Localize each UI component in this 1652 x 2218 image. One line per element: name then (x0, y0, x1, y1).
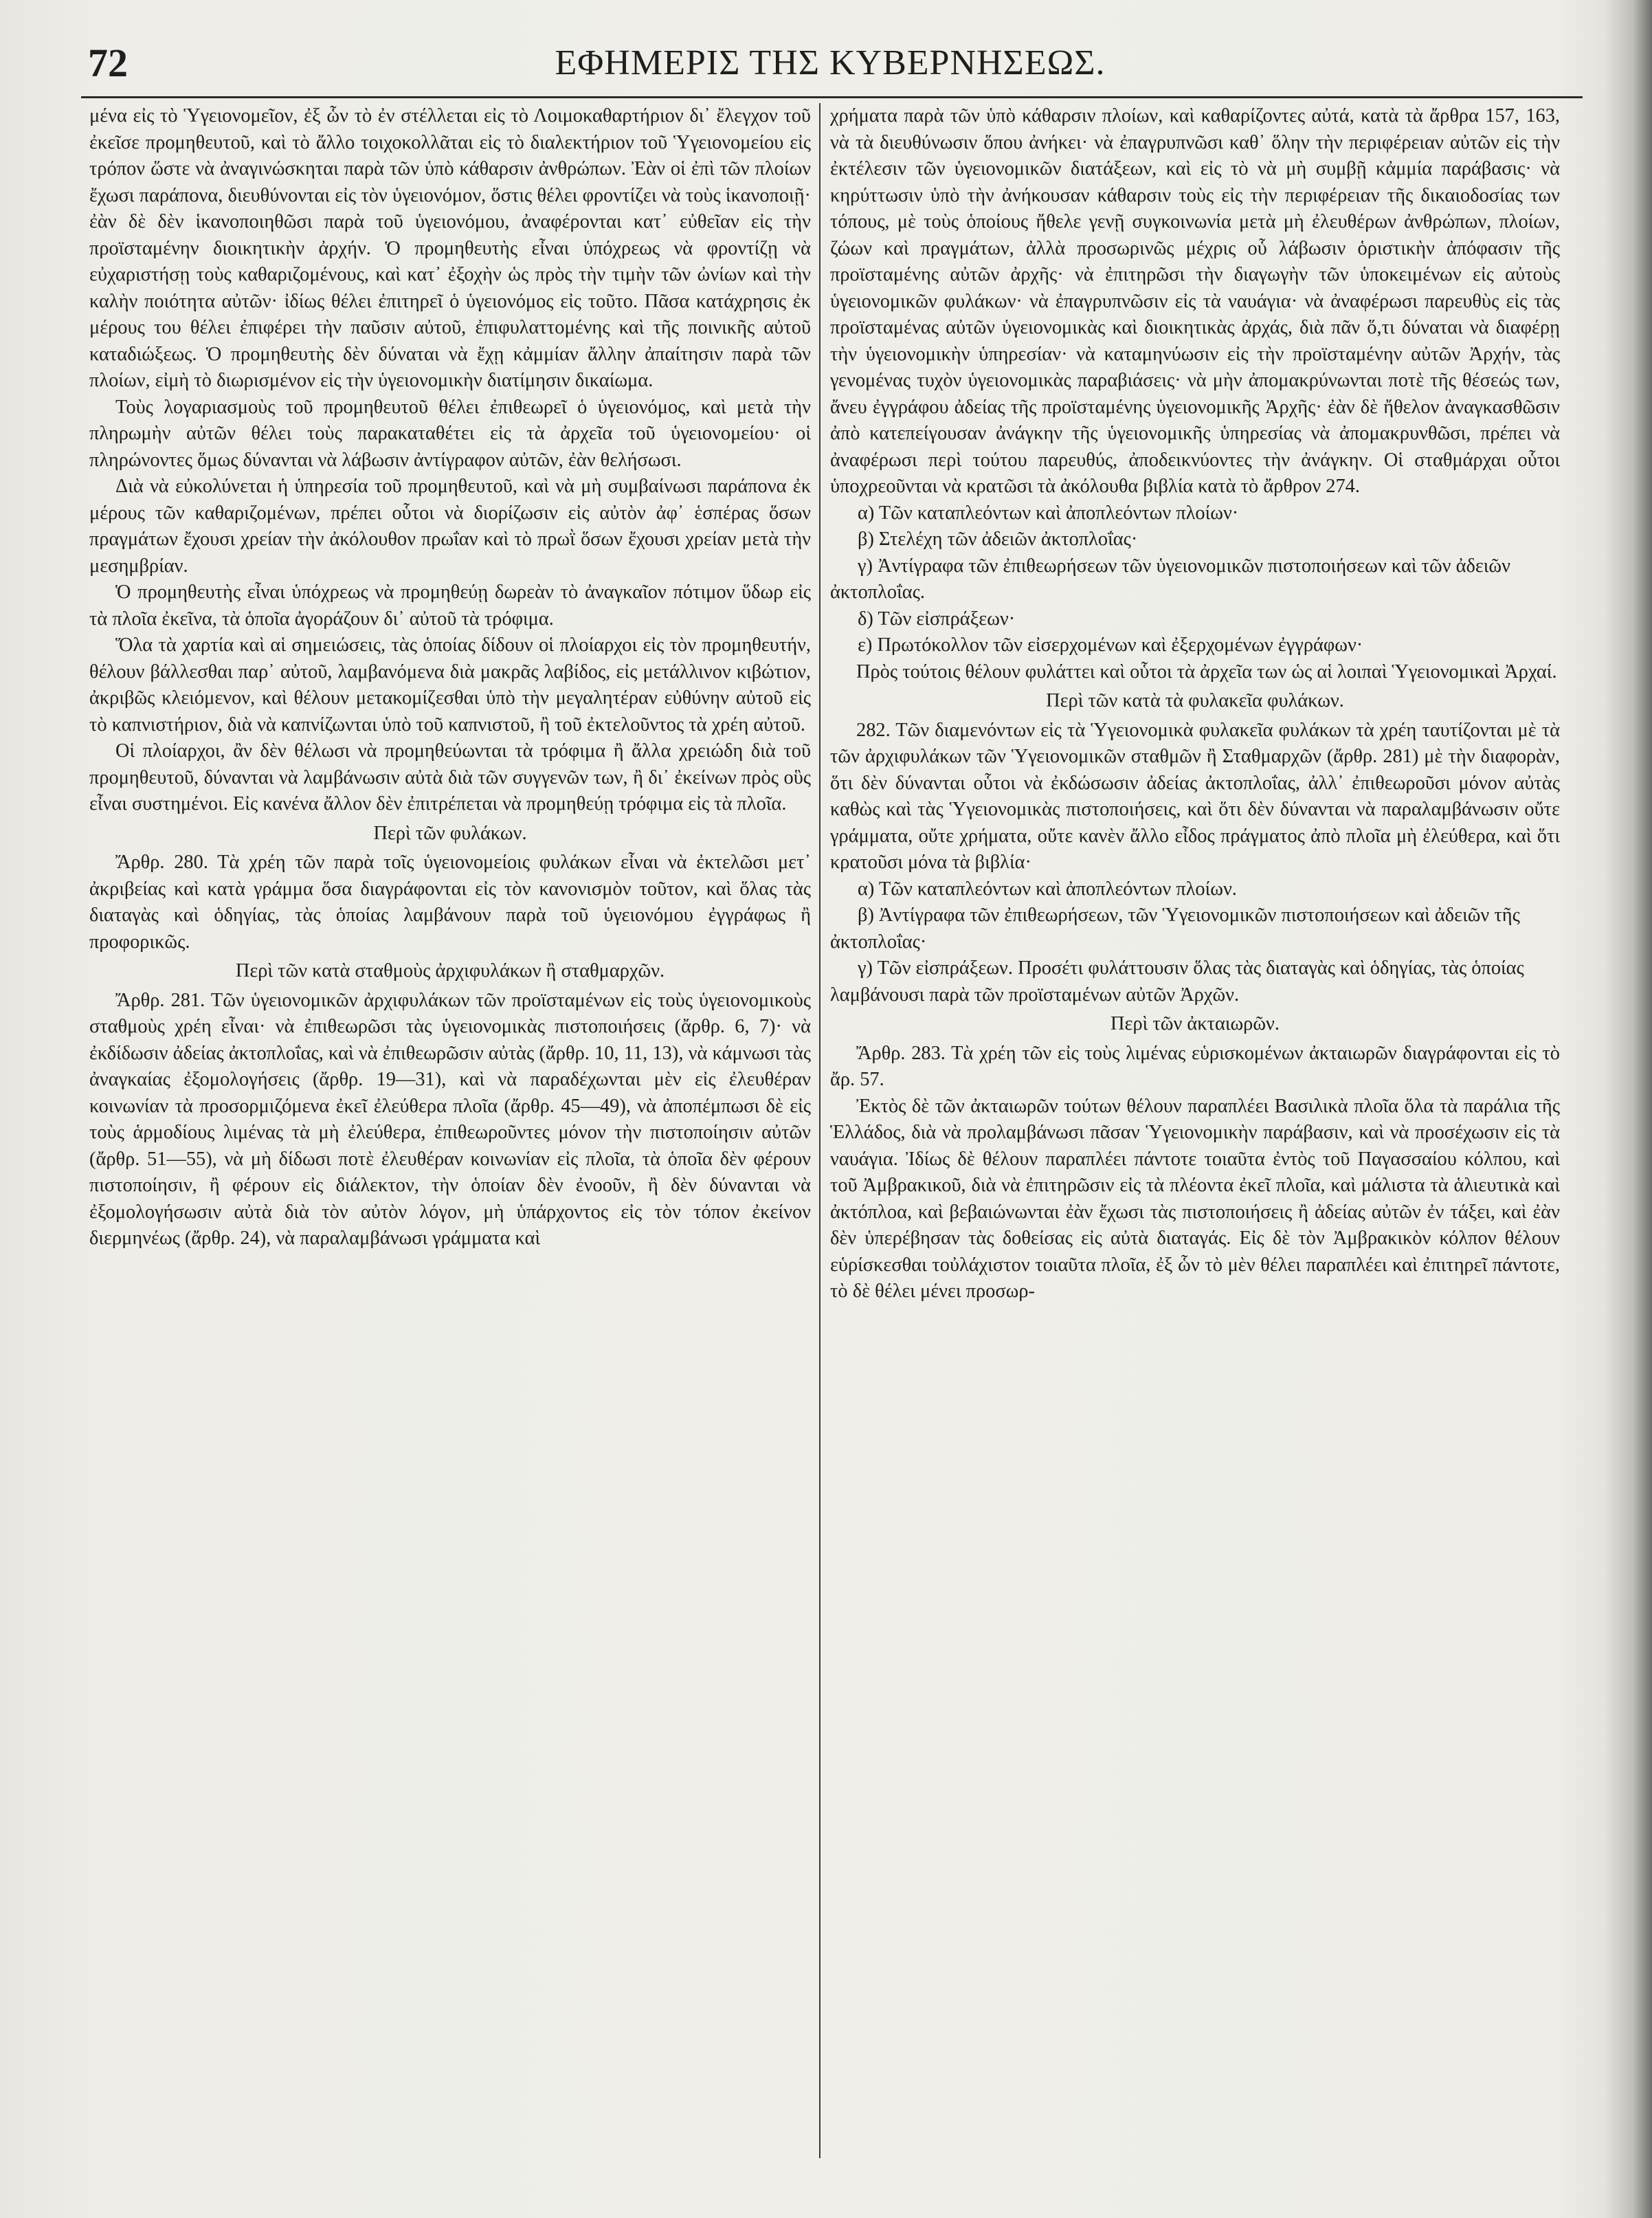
page-number: 72 (88, 41, 128, 85)
left-column (89, 103, 811, 1252)
paragraph: Ὁ προμηθευτὴς εἶναι ὑπόχρεως νὰ προμηθεύῃ δωρεὰν τὸ ἀναγκαῖον πότιμον ὕδωρ εἰς τὰ πλοῖα ἐκεῖνα, τὰ ὁποῖα ἀγοράζουν δι᾽ αὐτοῦ τὰ τρόφιμα. (89, 581, 811, 630)
section-heading: Περὶ τῶν ἀκταιωρῶν. (1110, 1013, 1280, 1034)
paragraph: Ὅλα τὰ χαρτία καὶ αἱ σημειώσεις, τὰς ὁποίας δίδουν οἱ πλοίαρχοι εἰς τὸν προμηθευτήν, θέλουν βάλλεσθαι παρ᾽ αὐτοῦ, λαμβανόμενα διὰ μακρᾶς λαβίδος, εἰς μετάλλινον κιβώτιον, ἀκριβῶς κλειόμενον, καὶ θέλουν μετακομίζεσθαι ὑπὸ τὴν μεγαλητέραν εὐθύνην αὐτοῦ εἰς τὸ καπνιστήριον, διὰ νὰ καπνίζωνται ὑπὸ τοῦ καπνιστοῦ, ἢ τοῦ ἐκτελοῦντος τὰ χρέη αὐτοῦ. (89, 634, 811, 735)
paragraph: Ἐκτὸς δὲ τῶν ἀκταιωρῶν τούτων θέλουν παραπλέει Βασιλικὰ πλοῖα ὅλα τὰ παράλια τῆς Ἑλλάδος, διὰ νὰ προλαμβάνωσι πᾶσαν Ὑγειονομικὴν παράβασιν, καὶ νὰ προσέχωσιν εἰς τὰ ναυάγια. Ἰδίως δὲ θέλουν παραπλέει πάντοτε τοιαῦτα ἐντὸς τοῦ Παγασσαίου κόλπου, καὶ τοῦ Ἀμβρακικοῦ, διὰ νὰ ἐπιτηρῶσιν εἰς τὰ πλέοντα ἐκεῖ πλοῖα, καὶ μάλιστα τὰ ἁλιευτικὰ καὶ ἀκτόπλοα, καὶ βεβαιώνωνται ἐὰν ἔχωσι τὰς πιστοποιήσεις ἢ ἀδείας αὐτῶν ἐν τάξει, καὶ ἐὰν δὲν ὑπερέβησαν τὰς δοθείσας εἰς αὐτὰ διαταγάς. Εἰς δὲ τὸν Ἀμβρακικὸν κόλπον θέλουν εὑρίσκεσθαι τοὐλάχιστον τοιαῦτα πλοῖα, ἐξ ὧν τὸ μὲν θέλει παραπλέει καὶ ἐπιτηρεῖ πάντοτε, τὸ δὲ θέλει μένει προσωρ- (830, 1095, 1560, 1302)
article-paragraph: Ἄρθρ. 280. Τὰ χρέη τῶν παρὰ τοῖς ὑγειονομείοις φυλάκων εἶναι νὰ ἐκτελῶσι μετ᾽ ἀκριβείας καὶ κατὰ γράμμα ὅσα διαγράφονται εἰς τὸν κανονισμὸν τοῦτον, καὶ ὅλας τὰς διαταγὰς καὶ ὁδηγίας, τὰς ὁποίας λαμβάνουν παρὰ τοῦ ὑγειονόμου ἐγγράφως ἢ προφορικῶς. (89, 852, 811, 953)
header-rule (81, 96, 1583, 98)
list-item: α) Τῶν καταπλεόντων καὶ ἀποπλεόντων πλοίων· (858, 502, 1239, 524)
paragraph: μένα εἰς τὸ Ὑγειονομεῖον, ἐξ ὧν τὸ ἐν στέλλεται εἰς τὸ Λοιμοκαθαρτήριον δι᾽ ἔλεγχον τοῦ ἐκεῖσε προμηθευτοῦ, καὶ τὸ ἄλλο τοιχοκολλᾶται εἰς τὸ διαλεκτήριον τοῦ Ὑγειονομείου εἰς τρόπον ὥστε νὰ ἀναγινώσκηται παρὰ τῶν ὑπὸ κάθαρσιν ἀνθρώπων. Ἐὰν οἱ ἐπὶ τῶν πλοίων ἔχωσι παράπονα, διευθύνονται εἰς τὸν ὑγειονόμον, ὅστις θέλει φροντίζει νὰ τοὺς ἱκανοποιῇ· ἐὰν δὲ δὲν ἱκανοποιηθῶσι παρὰ τοῦ ὑγειονόμου, ἀναφέρονται κατ᾽ εὐθεῖαν εἰς τὴν προϊσταμένην διοικητικὴν ἀρχήν. Ὁ προμηθευτὴς εἶναι ὑπόχρεως νὰ φροντίζῃ νὰ εὐχαριστήσῃ τοὺς καθαριζομένους, καὶ κατ᾽ ἐξοχὴν ὡς πρὸς τὴν τιμὴν τῶν ὠνίων καὶ τὴν καλὴν ποιότητα αὐτῶν· ἰδίως θέλει ἐπιτηρεῖ ὁ ὑγειονόμος εἰς τοῦτο. Πᾶσα κατάχρησις ἐκ μέρους του θέλει ἐπιφέρει τὴν παῦσιν αὐτοῦ, ἐπιφυλαττομένης καὶ τῆς ποινικῆς αὐτοῦ καταδιώξεως. Ὁ προμηθευτὴς δὲν δύναται νὰ ἔχῃ κἀμμίαν ἄλλην ἀπαίτησιν παρὰ τῶν πλοίων, εἰμὴ τὸ διωρισμένον εἰς τὴν ὑγειονομικὴν διατίμησιν δικαίωμα. (89, 105, 811, 391)
article-paragraph: Ἄρθρ. 283. Τὰ χρέη τῶν εἰς τοὺς λιμένας εὑρισκομένων ἀκταιωρῶν διαγράφονται εἰς τὸ ἄρ. 57. (830, 1042, 1560, 1090)
column-rule (819, 103, 821, 2158)
list-item: δ) Τῶν εἰσπράξεων· (858, 608, 1016, 630)
article-paragraph: Ἄρθρ. 281. Τῶν ὑγειονομικῶν ἀρχιφυλάκων τῶν προϊσταμένων εἰς τοὺς ὑγειονομικοὺς σταθμοὺς χρέη εἶναι· νὰ ἐπιθεωρῶσι τὰς ὑγειονομικὰς πιστοποιήσεις (ἄρθρ. 6, 7)· νὰ ἐκδίδωσιν ἀδείας ἀκτοπλοΐας, καὶ νὰ ἐπιθεωρῶσιν αὐτὰς (ἄρθρ. 10, 11, 13), νὰ κάμνωσι τὰς ἀναγκαίας ἐξομολογήσεις (ἄρθρ. 19—31), καὶ νὰ παραδέχωνται μὲν εἰς ἐλευθέραν κοινωνίαν τὰ προσορμιζόμενα ἐκεῖ ἐλεύθερα πλοῖα (ἄρθρ. 45—49), νὰ ἀποπέμπωσι δὲ εἰς τοὺς ἁρμοδίους λιμένας τὰ μὴ ἐλεύθερα, ἐπιθεωροῦντες μόνον τὴν πιστοποίησιν αὐτῶν (ἄρθρ. 51—55), νὰ μὴ δίδωσι ποτὲ ἐλευθέραν κοινωνίαν εἰς πλοῖα, τὰ ὁποῖα δὲν φέρουν πιστοποίησιν, ἢ φέρουν εἰς διάλεκτον, τὴν ὁποίαν δὲν ἐνοοῦν, ἢ δὲν δύνανται νὰ ἐξομολογήσωσιν αὐτὰ διὰ τὸν αὐτὸν λόγον, μὴ ὑπάρχοντος εἰς τὸν τόπον ἐκείνον διερμηνέως (ἄρθρ. 24), νὰ παραλαμβάνωσι γράμματα καὶ (89, 989, 811, 1249)
section-heading: Περὶ τῶν φυλάκων. (373, 822, 527, 844)
list-item: γ) Τῶν εἰσπράξεων. Προσέτι φυλάττουσιν ὅλας τὰς διαταγὰς καὶ ὁδηγίας, τὰς ὁποίας λαμβάνουσι παρὰ τῶν προϊσταμένων αὐτῶν Ἀρχῶν. (830, 957, 1524, 1006)
right-column (830, 103, 1560, 1305)
list-item: α) Τῶν καταπλεόντων καὶ ἀποπλεόντων πλοίων. (858, 878, 1237, 900)
paragraph: Οἱ πλοίαρχοι, ἂν δὲν θέλωσι νὰ προμηθεύωνται τὰ τρόφιμα ἢ ἄλλα χρειώδη διὰ τοῦ προμηθευτοῦ, δύνανται νὰ λαμβάνωσιν αὐτὰ διὰ τῶν συγγενῶν των, ἢ δι᾽ ἐκείνων πρὸς οὓς εἶναι συστημένοι. Εἰς κανένα ἄλλον δὲν ἐπιτρέπεται νὰ προμηθεύῃ τρόφιμα εἰς τὰ πλοῖα. (89, 740, 811, 814)
list-item: β) Στελέχη τῶν ἀδειῶν ἀκτοπλοΐας· (858, 529, 1138, 550)
list-item: γ) Ἀντίγραφα τῶν ἐπιθεωρήσεων τῶν ὑγειονομικῶν πιστοποιήσεων καὶ τῶν ἀδειῶν ἀκτοπλοΐας. (830, 555, 1510, 603)
list-item: ε) Πρωτόκολλον τῶν εἰσερχομένων καὶ ἐξερχομένων ἐγγράφων· (858, 634, 1363, 656)
page-binding-shadow (1604, 0, 1652, 2218)
article-paragraph: 282. Τῶν διαμενόντων εἰς τὰ Ὑγειονομικὰ φυλακεῖα φυλάκων τὰ χρέη ταυτίζονται μὲ τὰ τῶν ἀρχιφυλάκων τῶν Ὑγειονομικῶν σταθμῶν ἢ Σταθμαρχῶν (ἄρθρ. 281) μὲ τὴν διαφορὰν, ὅτι δὲν δύνανται οὗτοι νὰ ἐκδώσωσιν ἀδείας ἀκτοπλοΐας, ἀλλ᾽ ἐπιθεωροῦσι μόνον αὐτὰς καθὼς καὶ τὰς Ὑγειονομικὰς πιστοποιήσεις, καὶ ὅτι δὲν δύνανται νὰ παραλαμβάνωσιν οὔτε γράμματα, οὔτε χρήματα, οὔτε κανὲν ἄλλο εἶδος πράγματος ἀπὸ πλοῖα μὴ ἐλεύθερα, καὶ ὅτι κρατοῦσι μόνα τὰ βιβλία· (830, 719, 1560, 873)
section-heading: Περὶ τῶν κατὰ σταθμοὺς ἀρχιφυλάκων ἢ σταθμαρχῶν. (235, 960, 665, 982)
section-heading: Περὶ τῶν κατὰ τὰ φυλακεῖα φυλάκων. (1046, 690, 1344, 711)
list-item: β) Ἀντίγραφα τῶν ἐπιθεωρήσεων, τῶν Ὑγειονομικῶν πιστοποιήσεων καὶ ἀδειῶν τῆς ἀκτοπλοΐας· (830, 905, 1520, 953)
paragraph: Διὰ νὰ εὐκολύνεται ἡ ὑπηρεσία τοῦ προμηθευτοῦ, καὶ νὰ μὴ συμβαίνωσι παράπονα ἐκ μέρους τῶν καθαριζομένων, πρέπει οὗτοι νὰ διορίζωσιν εἰς αὐτὸν ἀφ᾽ ἑσπέρας ὅσων πραγμάτων ἔχουσι χρείαν τὴν ἀκόλουθον πρωΐαν καὶ τὸ πρωῒ ὅσων ἔχουσι χρείαν μετὰ τὴν μεσημβρίαν. (89, 476, 811, 577)
paragraph: χρήματα παρὰ τῶν ὑπὸ κάθαρσιν πλοίων, καὶ καθαρίζοντες αὐτά, κατὰ τὰ ἄρθρα 157, 163, νὰ τὰ διευθύνωσιν ὅπου ἀνήκει· νὰ ἐπαγρυπνῶσι καθ᾽ ὅλην τὴν περιφέρειαν αὐτῶν εἰς τὴν ἐκτέλεσιν τῶν ὑγειονομικῶν διατάξεων, καὶ εἰς τὸ νὰ μὴ συμβῇ κἀμμία παράβασις· νὰ κηρύττωσιν ὑπὸ τὴν ἀνήκουσαν κάθαρσιν τοὺς εἰς τὴν περιφέρειαν τῆς δικαιοδοσίας των τόπους, μὲ τοὺς ὁποίους ἤθελε γενῇ συγκοινωνία μετὰ μὴ ἐλευθέρων ἀνθρώπων, πλοίων, ζώων καὶ πραγμάτων, ἀλλὰ προσωρινῶς μέχρις οὗ λάβωσιν ὁριστικὴν ἀπόφασιν τῆς προϊσταμένης αὐτῶν ἀρχῆς· νὰ ἐπιτηρῶσι τὴν διαγωγὴν τῶν ὑποκειμένων εἰς αὐτοὺς ὑγειονομικῶν φυλάκων· νὰ ἐπαγρυπνῶσιν εἰς τὰ ναυάγια· νὰ ἀναφέρωσι παρευθὺς εἰς τὰς προϊσταμένας αὐτῶν ὑγειονομικὰς καὶ διοικητικὰς ἀρχάς, διὰ πᾶν ὅ,τι δύναται νὰ διαφέρῃ τὴν ὑγειονομικὴν ὑπηρεσίαν· νὰ καταμηνύωσιν εἰς τὴν προϊσταμένην αὐτῶν Ἀρχήν, τὰς γενομένας τυχὸν ὑγειονομικὰς παραβιάσεις· νὰ μὴν ἀπομακρύνωνται ποτὲ τῆς θέσεώς των, ἄνευ ἐγγράφου ἀδείας τῆς προϊσταμένης ὑγειονομικῆς Ἀρχῆς· ἐὰν δὲ ἤθελον ἀναγκασθῶσιν ἀπὸ κατεπείγουσαν ἀνάγκην τῆς ὑγειονομικῆς ὑπηρεσίας νὰ ἀπομακρυνθῶσι, πρέπει νὰ ἀναφέρωσι περὶ τούτου παρευθύς, ἀποδεικνύοντες τὴν ἀνάγκην. Οἱ σταθμάρχαι οὗτοι ὑποχρεοῦνται νὰ κρατῶσι τὰ ἀκόλουθα βιβλία κατὰ τὸ ἄρθρον 274. (830, 105, 1560, 497)
page-header (88, 40, 1572, 88)
paragraph: Πρὸς τούτοις θέλουν φυλάττει καὶ οὗτοι τὰ ἀρχεῖα των ὡς αἱ λοιπαὶ Ὑγειονομικαὶ Ἀρχαί. (856, 661, 1557, 683)
running-head-title: ΕΦΗΜΕΡΙΣ ΤΗΣ ΚΥΒΕΡΝΗΣΕΩΣ. (555, 43, 1106, 82)
paragraph: Τοὺς λογαριασμοὺς τοῦ προμηθευτοῦ θέλει ἐπιθεωρεῖ ὁ ὑγειονόμος, καὶ μετὰ τὴν πληρωμὴν αὐτῶν θέλει τοὺς παρακαταθέτει εἰς τὰ ἀρχεῖα τοῦ ὑγειονομείου· οἱ πληρώνοντες ὅμως δύνανται νὰ λάβωσιν ἀντίγραφον αὐτῶν, ἐὰν θελήσωσι. (89, 396, 811, 471)
